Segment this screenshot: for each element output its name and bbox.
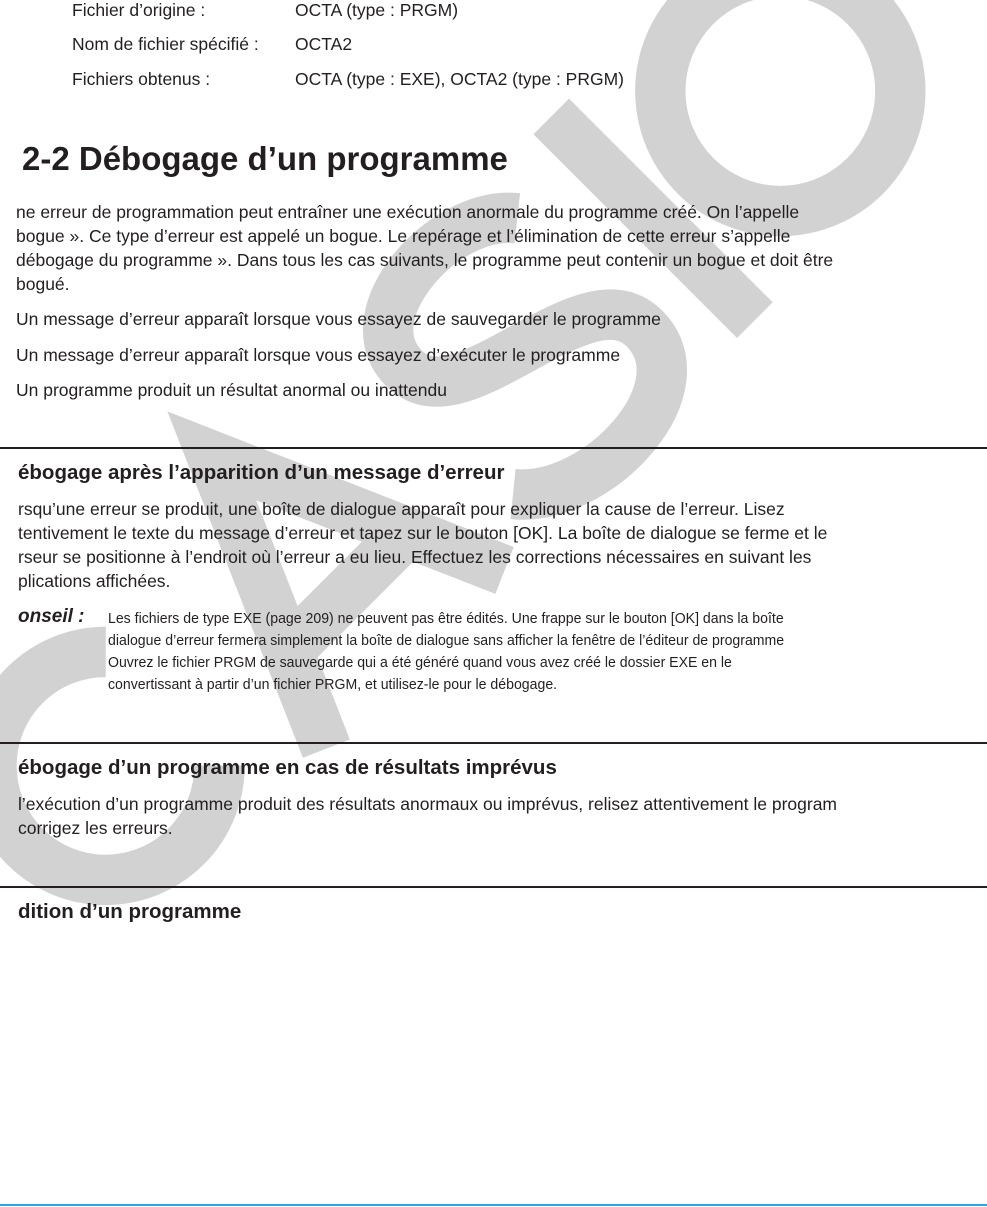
tip-line: Ouvrez le fichier PRGM de sauvegarde qui a été généré quand vous avez créé le dossier EXE en le xyxy=(108,654,732,671)
intro-line: bogue ». Ce type d’erreur est appelé un bogue. Le repérage et l’élimination de cette erreur s’appelle xyxy=(16,226,791,246)
bullet-item: Un message d’erreur apparaît lorsque vous essayez d’exécuter le programme xyxy=(16,345,621,365)
tip-line: convertissant à partir d’un fichier PRGM, et utilisez-le pour le débogage. xyxy=(108,676,558,693)
tip-line: Les fichiers de type EXE (page 209) ne peuvent pas être édités. Une frappe sur le bouton [OK] dans la boîte xyxy=(108,610,784,627)
tip-label: onseil : xyxy=(18,606,85,627)
intro-line: ne erreur de programmation peut entraîner une exécution anormale du programme créé. On l’appelle xyxy=(16,202,800,222)
file-value: OCTA (type : PRGM) xyxy=(295,0,459,20)
subsection-title: ébogage d’un programme en cas de résultats imprévus xyxy=(18,756,557,779)
bullet-item: Un message d’erreur apparaît lorsque vous essayez de sauvegarder le programme xyxy=(16,309,661,329)
subsection-title: dition d’un programme xyxy=(18,900,242,923)
body-line: rseur se positionne à l’endroit où l’erreur a eu lieu. Effectuez les corrections nécessaires en suivant les xyxy=(18,547,812,567)
body-line: corrigez les erreurs. xyxy=(18,818,173,838)
bullet-item: Un programme produit un résultat anormal ou inattendu xyxy=(16,380,447,400)
body-line: l’exécution d’un programme produit des résultats anormaux ou imprévus, relisez attentivement le program xyxy=(18,794,838,814)
file-label: Fichier d’origine : xyxy=(72,0,206,20)
body-line: rsqu’une erreur se produit, une boîte de dialogue apparaît pour expliquer la cause de l’erreur. Lisez xyxy=(18,499,785,519)
divider xyxy=(0,886,987,888)
footer-line xyxy=(0,1204,987,1206)
file-label: Nom de fichier spécifié : xyxy=(72,34,259,54)
intro-line: débogage du programme ». Dans tous les cas suivants, le programme peut contenir un bogue et doit être xyxy=(16,250,834,270)
section-title: 2-2 Débogage d’un programme xyxy=(22,140,508,177)
subsection-title: ébogage après l’apparition d’un message d’erreur xyxy=(18,461,505,484)
tip-line: dialogue d’erreur fermera simplement la boîte de dialogue sans afficher la fenêtre de l’éditeur de programme xyxy=(108,632,785,649)
body-line: plications affichées. xyxy=(18,571,171,591)
divider xyxy=(0,447,987,449)
intro-line: bogué. xyxy=(16,274,70,294)
file-value: OCTA2 xyxy=(295,34,353,54)
body-line: tentivement le texte du message d’erreur et tapez sur le bouton [OK]. La boîte de dialogue se ferme et le xyxy=(18,523,828,543)
file-value: OCTA (type : EXE), OCTA2 (type : PRGM) xyxy=(295,69,624,89)
file-label: Fichiers obtenus : xyxy=(72,69,211,89)
divider xyxy=(0,742,987,744)
